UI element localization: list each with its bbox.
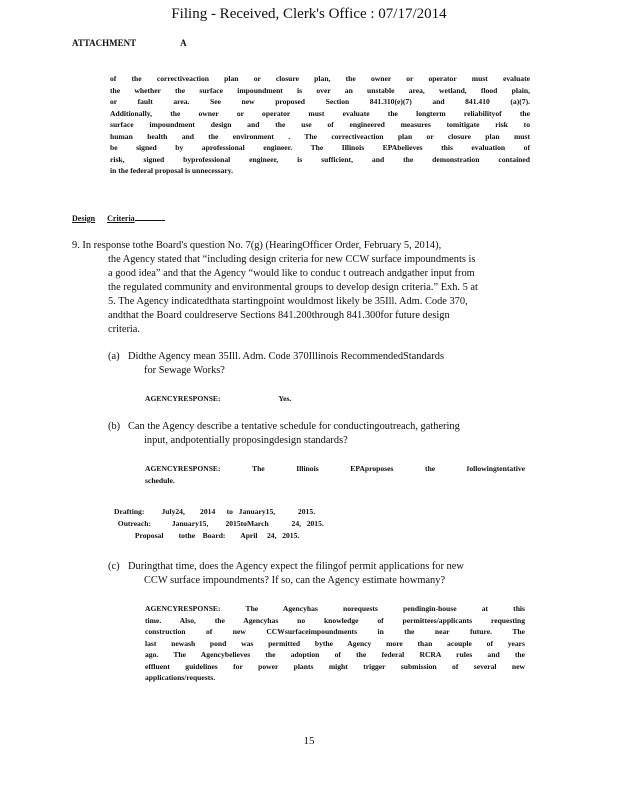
response-a-text: Yes. — [278, 394, 292, 403]
response-b — [145, 463, 525, 486]
response-a — [145, 393, 525, 405]
question-9-line: the Agency stated that “including design criteria for new CCW surface impoundments is — [108, 254, 476, 265]
response-c-line: applications/requests. — [145, 673, 216, 682]
intro-paragraph — [110, 73, 530, 177]
question-9 — [72, 239, 530, 337]
sub-question-a-line: for Sewage Works? — [144, 365, 225, 376]
sub-question-c-line: CCW surface impoundments? If so, can the Agency estimate howmany? — [144, 575, 446, 586]
intro-line: of the correctiveaction plan or closure plan, the owner or operator must evaluate — [110, 74, 530, 83]
response-b-line: AGENCYRESPONSE: The Illinois EPAproposes the followingtentative — [145, 464, 525, 473]
sub-question-a-line: Didthe Agency mean 35Ill. Adm. Code 370Illinois RecommendedStandards — [128, 351, 444, 362]
schedule-row: Outreach: January15, 2015toMarch 24, 2015. — [114, 519, 324, 528]
question-9-line: 5. The Agency indicatedthata startingpoint wouldmost likely be 35Ill. Adm. Code 370, — [108, 296, 468, 307]
sub-question-b-line: Can the Agency describe a tentative schedule for conductingoutreach, gathering — [128, 421, 460, 432]
attachment-label — [72, 38, 187, 48]
page-number: 15 — [303, 735, 315, 747]
section-word-criteria: Criteria — [107, 214, 135, 223]
sub-question-b-line: input, andpotentially proposingdesign standards? — [144, 435, 348, 446]
response-b-line: schedule. — [145, 475, 175, 485]
response-c-line: construction of new CCWsurfaceimpoundments in the near future. The — [145, 627, 525, 636]
attachment-letter: A — [180, 38, 187, 48]
sub-question-c — [108, 560, 528, 588]
intro-line: human health and the environment . The correctiveaction plan or closure plan must — [110, 131, 530, 141]
intro-line: Additionally, the owner or operator must evaluate the longterm reliabilityof the — [110, 108, 530, 118]
attachment-word: ATTACHMENT — [72, 38, 137, 48]
sub-question-b-mark: (b) — [108, 421, 121, 432]
schedule-row: Drafting: July24, 2014 to January15, 2015. — [114, 507, 316, 516]
response-a-label: AGENCYRESPONSE: — [145, 394, 221, 403]
question-9-line: andthat the Board couldreserve Sections 841.200through 841.300for future design — [108, 310, 450, 321]
filing-header: Filing - Received, Clerk's Office : 07/17/2014 — [171, 6, 447, 22]
question-9-line: criteria. — [108, 324, 141, 335]
sub-question-a — [108, 350, 528, 378]
sub-question-c-mark: (c) — [108, 561, 120, 572]
intro-line: or fault area. See new proposed Section 841.310(e)(7) and 841.410 (a)(7). — [110, 97, 530, 106]
response-c-line: time. Also, the Agencyhas no knowledge of permittees/applicants requesting — [145, 615, 525, 625]
response-c-line: last newash pond was permitted bythe Agency more than acouple of years — [145, 638, 525, 648]
tentative-schedule — [114, 506, 324, 542]
sub-question-b — [108, 420, 528, 448]
intro-line: the whether the surface impoundment is over an unstable area, wetland, flood plain, — [110, 85, 530, 95]
intro-line: risk, signed byprofessional engineer, is sufficient, and the demonstration contained — [110, 154, 530, 164]
intro-line: surface impoundment design and the use of engineered measures tomitigate risk to — [110, 120, 530, 129]
intro-line: be signed by aprofessional engineer. The Illinois EPAbelieves this evaluation of — [110, 143, 530, 152]
question-9-line: the regulated community and environmental groups to develop design criteria.” Exh. 5 at — [108, 282, 478, 293]
question-9-lead: 9. In response tothe Board's question No. 7(g) (HearingOfficer Order, February 5, 2014), — [72, 240, 442, 251]
sub-question-a-mark: (a) — [108, 351, 120, 362]
response-c-line: effluent guidelines for power plants might trigger submission of several new — [145, 661, 525, 671]
section-underline — [135, 214, 165, 221]
question-9-line: a good idea” and that the Agency “would like to conduc t outreach andgather input from — [108, 268, 475, 279]
response-c-line: ago. The Agencybelieves the adoption of the federal RCRA rules and the — [145, 650, 525, 659]
section-word-design: Design — [72, 214, 96, 223]
response-c — [145, 603, 525, 684]
intro-line: in the federal proposal is unnecessary. — [110, 166, 234, 175]
section-heading — [72, 214, 165, 223]
sub-question-c-line: Duringthat time, does the Agency expect the filingof permit applications for new — [128, 561, 464, 572]
response-c-line: AGENCYRESPONSE: The Agencyhas norequests pendingin-house at this — [145, 604, 525, 613]
schedule-row: Proposal tothe Board: April 24, 2015. — [114, 531, 300, 540]
